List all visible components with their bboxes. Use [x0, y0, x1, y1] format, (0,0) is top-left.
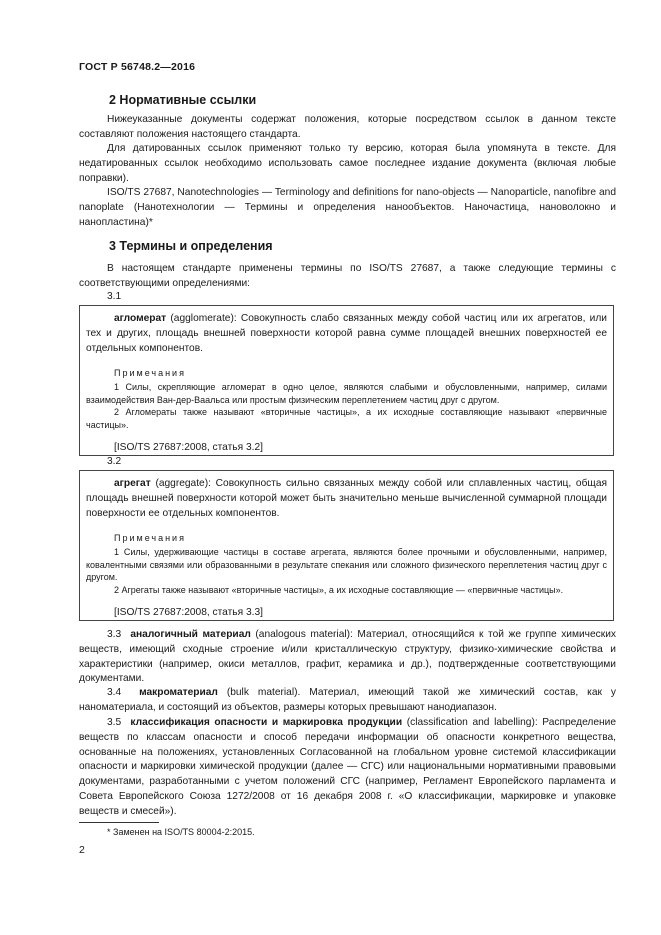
term-3-5 — [79, 716, 616, 820]
term-definition — [86, 312, 607, 356]
document-header: ГОСТ Р 56748.2—2016 — [79, 61, 196, 73]
term-name: аналогичный материал — [130, 629, 251, 640]
section-3-title: 3 Термины и определения — [109, 239, 273, 253]
term-number: 3.3 — [107, 629, 122, 640]
term-number-3-1: 3.1 — [107, 291, 122, 302]
term-number: 3.4 — [107, 687, 122, 698]
term-box-agglomerate — [79, 305, 614, 456]
section-3-intro: В настоящем стандарте применены термины по ISO/TS 27687, а также следующие термины с соответствующими определениями: — [79, 263, 616, 289]
note-2: 2 Агломераты также называют «вторичные частицы», а их исходные составляющие называют «первичные частицы». — [86, 407, 607, 430]
term-name: классификация опасности и маркировка продукции — [130, 717, 403, 728]
section-2-paragraph-2: Для датированных ссылок применяют только ту версию, которая была упомянута в тексте. Для недатированных ссылок необходимо использовать самое последнее издание документа (включая любые поправки). — [79, 143, 616, 184]
footnote-separator — [79, 822, 159, 823]
notes-title: Примечания — [114, 368, 186, 379]
note-1: 1 Силы, скрепляющие агломерат в одно целое, являются слабыми и обусловленными, например, силами взаимодействия Ван-дер-Ваальса или простым физическим переплетением частиц друг с другом. — [86, 382, 607, 405]
term-name: агрегат — [114, 478, 151, 489]
term-definition-text: (bulk material). Материал, имеющий такой же химический состав, как у наноматериала, и состоящий из объектов, размеры которых превышают нанодиапазон. — [79, 687, 616, 713]
source-reference: [ISO/TS 27687:2008, статья 3.3] — [114, 606, 263, 618]
term-box-aggregate — [79, 470, 614, 621]
section-2-paragraph-1: Нижеуказанные документы содержат положения, которые посредством ссылок в данном тексте составляют положения настоящего стандарта. — [79, 114, 616, 140]
note-2: 2 Агрегаты также называют «вторичные частицы», а их исходные составляющие — «первичные частицы». — [114, 584, 564, 595]
source-reference: [ISO/TS 27687:2008, статья 3.2] — [114, 441, 263, 453]
term-definition-text: (aggregate): Совокупность сильно связанных между собой или сплавленных частиц, общая площадь внешней поверхности которой может быть значительно меньше вычисленной суммарной площади поверхности ее отдельных компонентов. — [86, 478, 607, 519]
term-name: макроматериал — [139, 687, 218, 698]
note-1: 1 Силы, удерживающие частицы в составе агрегата, являются более прочными и обусловленными, например, ковалентными связями или образованными в результате спекания или сложного физического переплетения частиц друг с другом. — [86, 547, 607, 583]
term-number-3-2: 3.2 — [107, 456, 122, 467]
section-2-paragraph-3: ISO/TS 27687, Nanotechnologies — Terminology and definitions for nano-objects — Nanoparticle, nanofibre and nanoplate (Нанотехнологии — Термины и определения нанообъектов. Наночастица, нановолокно и нанопластина)* — [79, 187, 616, 228]
term-definition — [86, 477, 607, 521]
section-2-title: 2 Нормативные ссылки — [109, 93, 257, 107]
term-3-4 — [79, 686, 616, 716]
term-name: агломерат — [114, 313, 167, 324]
term-definition-text: (analogous material): Материал, относящийся к той же группе химических веществ, имеющий сходные строение и/или кристаллическую структуру, физико-химические свойства и характеристики (например, окиси металлов, графит, керамика и др.), подтвержденные соответствующими документами. — [79, 629, 616, 685]
term-number: 3.5 — [107, 717, 122, 728]
footnote: * Заменен на ISO/TS 80004-2:2015. — [107, 827, 255, 837]
notes-title: Примечания — [114, 533, 186, 544]
term-definition-text: (agglomerate): Совокупность слабо связанных между собой частиц или их агрегатов, или тех и других, площадь внешней поверхности которой равна сумме площадей внешних поверхностей ее отдельных компонентов. — [86, 313, 607, 354]
term-definition-text: (classification and labelling): Распределение веществ по классам опасности и способ передачи информации об опасности конкретного вещества, основанные на положениях, установленных Согласованной на глобальном уровне системой классификации опасности и маркировки химической продукции (далее — СГС) или национальными нормативными правовыми документами, разработанными с учетом положений СГС (например, Регламент Европейского парламента и Совета Европейского Союза 1272/2008 от 16 декабря 2008 г. «О классификации, маркировке и упаковке веществ и смесей»). — [79, 717, 616, 817]
page-number: 2 — [79, 844, 85, 856]
term-3-3 — [79, 628, 616, 687]
